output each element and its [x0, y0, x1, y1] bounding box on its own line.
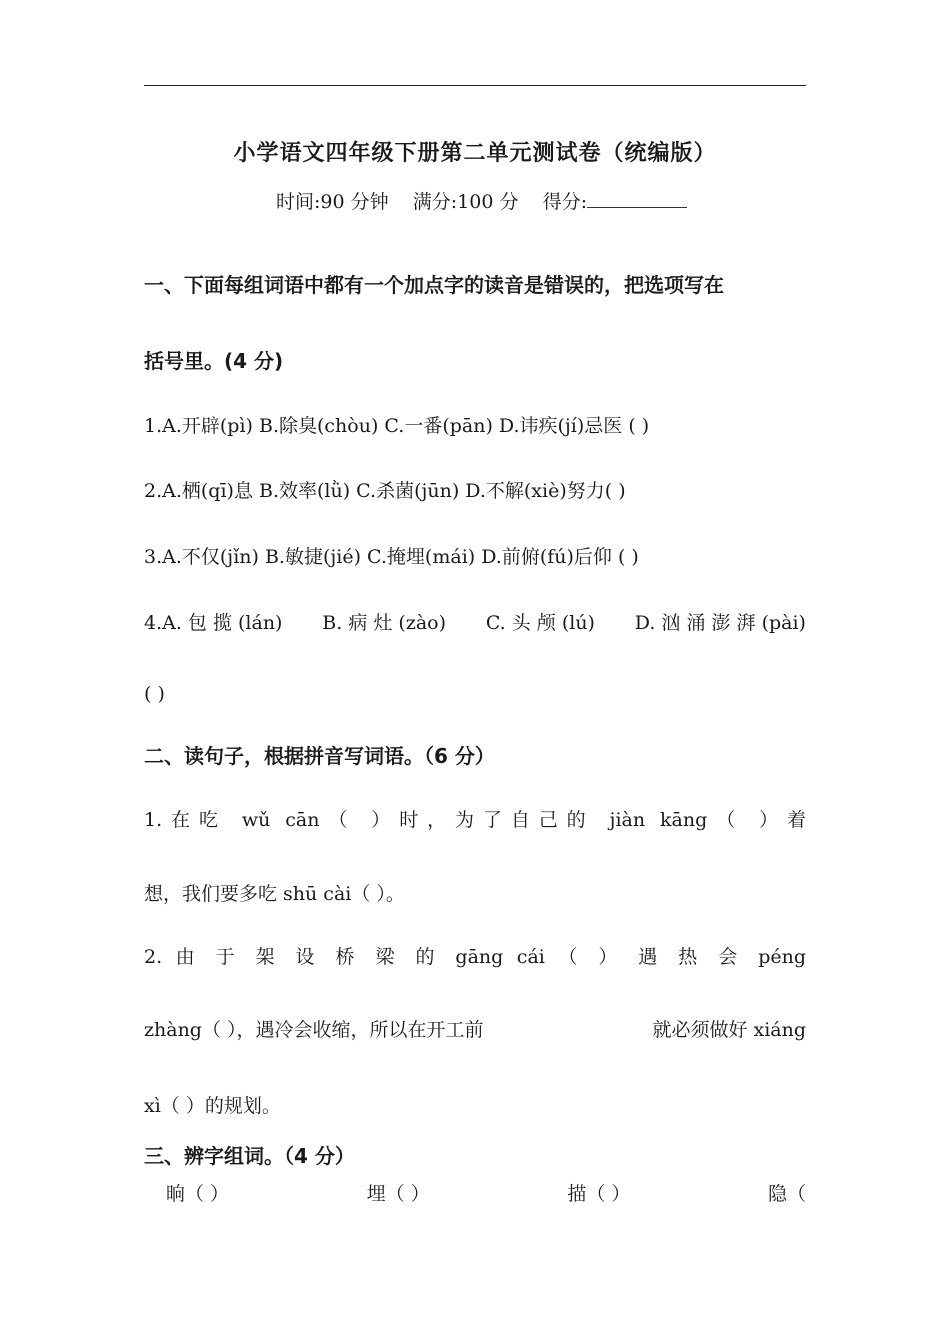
exam-info [276, 187, 687, 214]
q2-2-part2: 就必须做好 xiáng [652, 1019, 806, 1041]
section3-heading: 三、辨字组词。（4 分） [144, 1144, 355, 1168]
section1-heading-cont: 括号里。(4 分) [144, 349, 284, 373]
q4-option-d: D. 汹 涌 澎 湃 (pài) [634, 612, 806, 634]
question-2-2: 2. 由 于 架 设 桥 梁 的 gāng cái （ ） 遇 热 会 péng [144, 946, 806, 968]
section2-heading: 二、读句子，根据拼音写词语。（6 分） [144, 744, 495, 768]
word-item: 晌（ ） [166, 1183, 230, 1205]
q4-option-c: C. 头 颅 (lú) [485, 612, 595, 634]
question-1-3: 3.A.不仅(jǐn) B.敏捷(jié) C.掩埋(mái) D.前俯(fú)后仰 ( ) [144, 546, 639, 568]
question-2-2-end: xì（ ）的规划。 [144, 1095, 281, 1117]
section1-heading: 一、下面每组词语中都有一个加点字的读音是错误的，把选项写在 [144, 273, 724, 297]
question-1-4-answer: ( ) [144, 683, 165, 705]
score-label: 得分: [542, 191, 588, 213]
q4-option-b: B. 病 灶 (zào) [322, 612, 447, 634]
score-blank[interactable] [587, 189, 687, 208]
question-2-1: 1.在吃 wǔ cān（ ）时，为了自己的 jiàn kāng（ ）着 [144, 809, 806, 831]
word-item: 埋（ ） [366, 1183, 430, 1205]
q4-option-a: 4.A. 包 揽 (lán) [144, 612, 283, 634]
question-2-2-cont [144, 1017, 806, 1043]
word-item: 隐（ [767, 1183, 806, 1205]
word-item: 描（ ） [567, 1183, 631, 1205]
question-1-1: 1.A.开辟(pì) B.除臭(chòu) C.一番(pān) D.讳疾(jí)忌医 ( ) [144, 415, 650, 437]
top-rule [144, 85, 806, 86]
page-title: 小学语文四年级下册第二单元测试卷（统编版） [233, 141, 717, 166]
question-2-1-cont: 想，我们要多吃 shū cài（ ）。 [144, 883, 405, 905]
question-1-4 [144, 610, 806, 636]
full-score-label: 满分:100 分 [412, 191, 519, 213]
q2-2-part1: zhàng（ ），遇冷会收缩，所以在开工前 [144, 1019, 484, 1041]
question-1-2: 2.A.栖(qī)息 B.效率(lǜ) C.杀菌(jūn) D.不解(xiè)努力( ) [144, 480, 626, 502]
section3-items [166, 1181, 806, 1207]
time-label: 时间:90 分钟 [276, 191, 389, 213]
